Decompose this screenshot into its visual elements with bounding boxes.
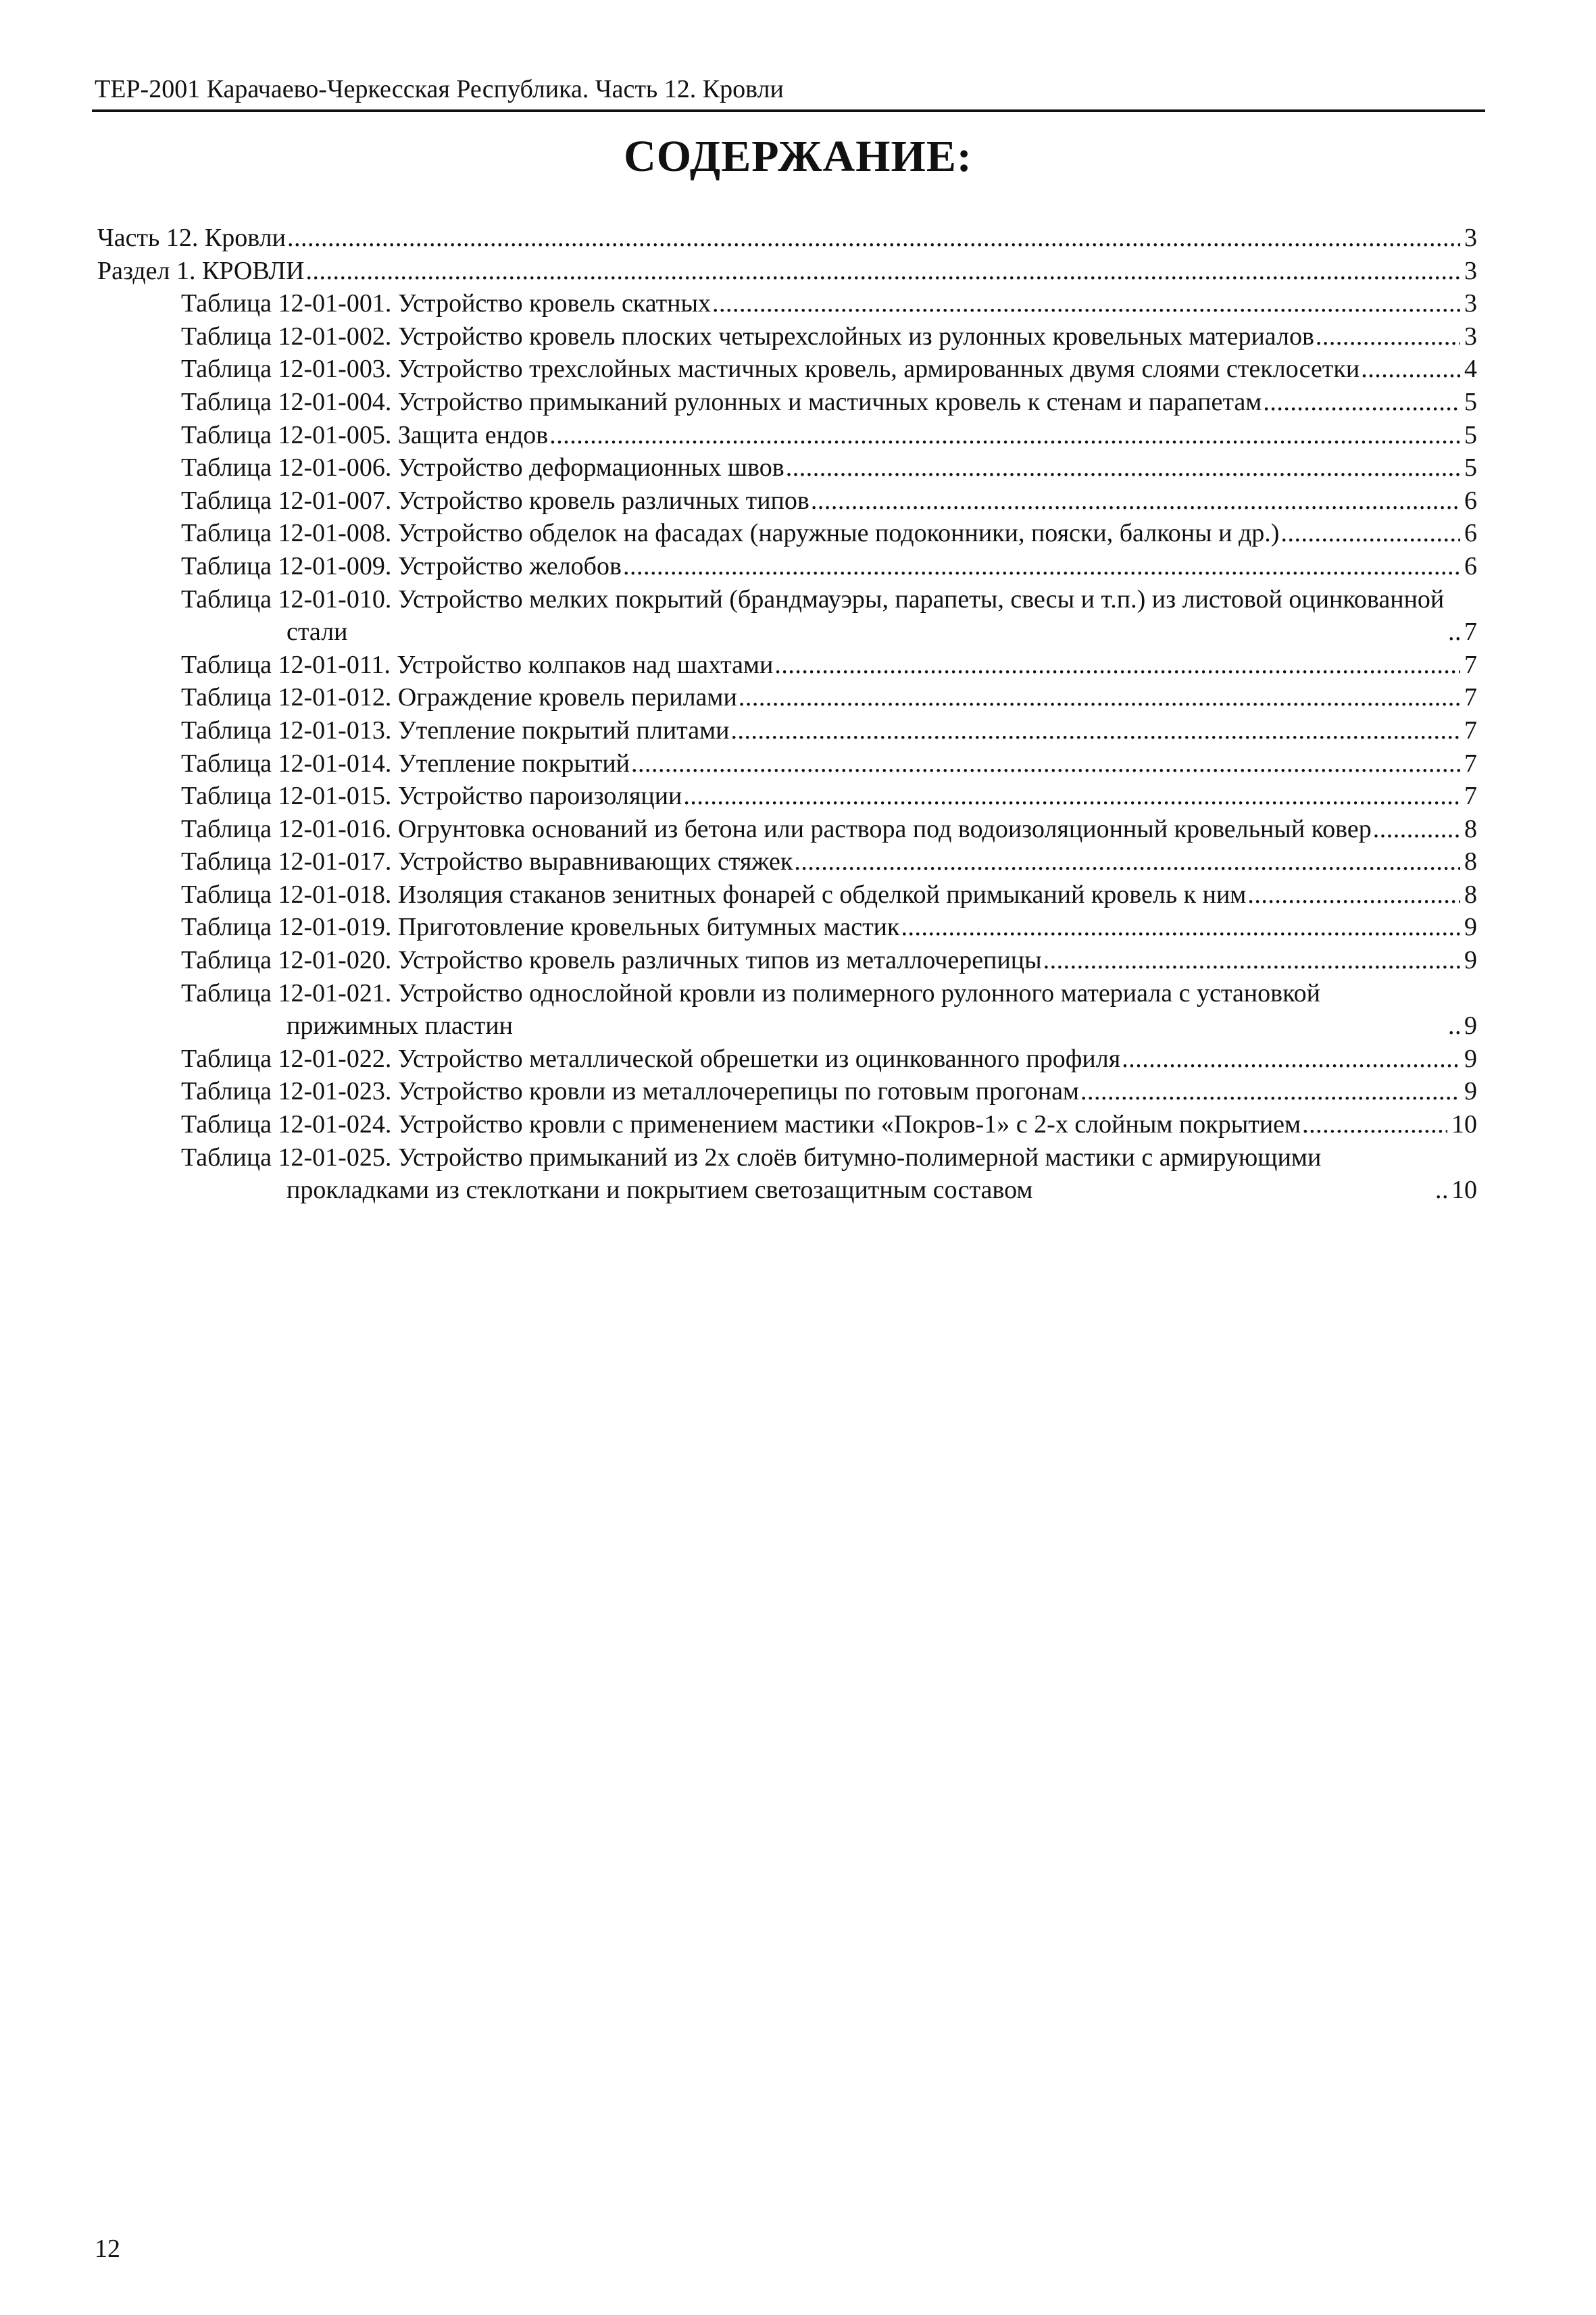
toc-entry[interactable] bbox=[97, 649, 1477, 682]
toc-entry-page: 7 bbox=[1464, 618, 1477, 647]
toc-entry-title: Таблица 12-01-001. Устройство кровель скатных bbox=[181, 289, 712, 318]
dot-leader bbox=[1042, 944, 1460, 977]
toc-entry[interactable] bbox=[97, 419, 1477, 452]
dot-leader bbox=[682, 780, 1460, 813]
dot-leader bbox=[729, 714, 1460, 747]
toc-entry-title: Таблица 12-01-017. Устройство выравнивающих стяжек bbox=[181, 847, 793, 876]
toc-entry[interactable] bbox=[97, 780, 1477, 813]
dot-leader bbox=[737, 681, 1460, 714]
toc-entry-page: 6 bbox=[1464, 551, 1477, 580]
table-of-contents bbox=[97, 222, 1477, 1207]
toc-entry[interactable] bbox=[97, 320, 1477, 353]
dot-leader bbox=[773, 649, 1460, 682]
dot-leader bbox=[286, 222, 1460, 255]
toc-entry[interactable] bbox=[97, 1043, 1477, 1076]
toc-entry[interactable] bbox=[97, 747, 1477, 780]
toc-entry-page: 7 bbox=[1464, 683, 1477, 712]
toc-entry-page: 7 bbox=[1464, 782, 1477, 811]
toc-entry[interactable] bbox=[97, 451, 1477, 484]
toc-entry-page: 7 bbox=[1464, 749, 1477, 778]
toc-entry-title: Таблица 12-01-007. Устройство кровель различных типов bbox=[181, 486, 809, 515]
dot-leader bbox=[622, 550, 1460, 583]
dot-leader bbox=[305, 255, 1461, 288]
dot-leader bbox=[1079, 1075, 1460, 1108]
toc-entry-title: Таблица 12-01-023. Устройство кровли из металлочерепицы по готовым прогонам bbox=[181, 1077, 1079, 1106]
page-number: 12 bbox=[95, 2235, 120, 2263]
dot-leader bbox=[793, 845, 1460, 878]
page-title: СОДЕРЖАНИЕ: bbox=[624, 132, 972, 181]
toc-entry-title: Часть 12. Кровли bbox=[97, 224, 286, 252]
toc-entry-page: 8 bbox=[1464, 880, 1477, 909]
toc-entry[interactable] bbox=[97, 353, 1477, 386]
dot-leader bbox=[1246, 878, 1460, 912]
toc-entry[interactable] bbox=[97, 583, 1477, 649]
toc-entry-title: Таблица 12-01-006. Устройство деформационных швов bbox=[181, 453, 784, 482]
toc-entry-title: Таблица 12-01-003. Устройство трехслойных мастичных кровель, армированных двумя слоями стеклосетки bbox=[181, 355, 1360, 384]
toc-entry[interactable] bbox=[97, 484, 1477, 518]
toc-entry-page: 9 bbox=[1464, 1044, 1477, 1073]
toc-entry-title: Таблица 12-01-019. Приготовление кровельных битумных мастик bbox=[181, 913, 900, 942]
toc-entry[interactable] bbox=[97, 845, 1477, 878]
toc-entry-page: 10 bbox=[1451, 1176, 1477, 1205]
toc-entry-page: 9 bbox=[1464, 1077, 1477, 1106]
toc-entry-page: 5 bbox=[1464, 420, 1477, 449]
toc-entry-title: Таблица 12-01-013. Утепление покрытий плитами bbox=[181, 716, 730, 745]
toc-entry-title: Таблица 12-01-010. Устройство мелких покрытий (брандмауэры, парапеты, свесы и т.п.) из листовой оцинкованной стали bbox=[181, 584, 1445, 647]
running-header: ТЕР-2001 Карачаево-Черкесская Республика. Часть 12. Кровли bbox=[95, 75, 784, 103]
toc-entry-title: Таблица 12-01-022. Устройство металлической обрешетки из оцинкованного профиля bbox=[181, 1044, 1121, 1073]
toc-entry-title: Таблица 12-01-008. Устройство обделок на фасадах (наружные подоконники, пояски, балконы и др.) bbox=[181, 519, 1280, 548]
toc-entry-page: 5 bbox=[1464, 453, 1477, 482]
toc-entry-page: 7 bbox=[1464, 650, 1477, 679]
toc-entry-page: 3 bbox=[1464, 256, 1477, 285]
dot-leader bbox=[784, 451, 1460, 484]
toc-entry-title: Таблица 12-01-011. Устройство колпаков над шахтами bbox=[181, 650, 774, 679]
toc-entry-page: 5 bbox=[1464, 387, 1477, 416]
toc-entry-page: 8 bbox=[1464, 814, 1477, 843]
toc-entry-title: Раздел 1. КРОВЛИ bbox=[97, 256, 305, 285]
dot-leader bbox=[1447, 616, 1460, 649]
toc-entry[interactable] bbox=[97, 878, 1477, 912]
toc-entry-title: Таблица 12-01-021. Устройство однослойной кровли из полимерного рулонного материала с установкой прижимных пластин bbox=[181, 978, 1320, 1041]
toc-entry-title: Таблица 12-01-005. Защита ендов bbox=[181, 420, 549, 449]
toc-entry[interactable] bbox=[97, 1075, 1477, 1108]
toc-entry-page: 6 bbox=[1464, 519, 1477, 548]
toc-entry-title: Таблица 12-01-014. Утепление покрытий bbox=[181, 749, 630, 778]
dot-leader bbox=[809, 484, 1460, 518]
toc-entry-page: 9 bbox=[1464, 946, 1477, 975]
dot-leader bbox=[1360, 353, 1460, 386]
toc-entry[interactable] bbox=[97, 255, 1477, 288]
toc-entry[interactable] bbox=[97, 222, 1477, 255]
toc-entry-page: 8 bbox=[1464, 847, 1477, 876]
toc-entry[interactable] bbox=[97, 550, 1477, 583]
toc-entry[interactable] bbox=[97, 714, 1477, 747]
dot-leader bbox=[1301, 1108, 1447, 1141]
toc-entry-title: Таблица 12-01-004. Устройство примыканий рулонных и мастичных кровель к стенам и парапетам bbox=[181, 387, 1262, 416]
toc-entry[interactable] bbox=[97, 911, 1477, 944]
toc-entry-page: 7 bbox=[1464, 716, 1477, 745]
dot-leader bbox=[1262, 386, 1460, 419]
toc-entry-title: Таблица 12-01-024. Устройство кровли с применением мастики «Покров-1» с 2-х слойным покрытием bbox=[181, 1110, 1301, 1139]
header-rule bbox=[92, 109, 1485, 112]
dot-leader bbox=[1120, 1043, 1460, 1076]
dot-leader bbox=[1279, 517, 1460, 550]
toc-entry-page: 9 bbox=[1464, 1012, 1477, 1041]
toc-entry[interactable] bbox=[97, 1141, 1477, 1207]
toc-entry-title: Таблица 12-01-025. Устройство примыканий из 2х слоёв битумно-полимерной мастики с армирующими прокладками из стеклоткани и покрытием светозащитным составом bbox=[181, 1143, 1322, 1205]
toc-entry-page: 9 bbox=[1464, 913, 1477, 942]
toc-entry-title: Таблица 12-01-016. Огрунтовка оснований из бетона или раствора под водоизоляционный кровельный ковер bbox=[181, 814, 1372, 843]
toc-entry-page: 4 bbox=[1464, 355, 1477, 384]
toc-entry[interactable] bbox=[97, 681, 1477, 714]
toc-entry[interactable] bbox=[97, 517, 1477, 550]
toc-entry-page: 10 bbox=[1451, 1110, 1477, 1139]
toc-entry-page: 3 bbox=[1464, 322, 1477, 351]
dot-leader bbox=[1447, 1010, 1460, 1043]
toc-entry[interactable] bbox=[97, 977, 1477, 1043]
dot-leader bbox=[711, 287, 1460, 320]
toc-entry[interactable] bbox=[97, 287, 1477, 320]
toc-entry[interactable] bbox=[97, 813, 1477, 846]
toc-entry-title: Таблица 12-01-009. Устройство желобов bbox=[181, 551, 622, 580]
toc-entry-title: Таблица 12-01-018. Изоляция стаканов зенитных фонарей с обделкой примыканий кровель к ним bbox=[181, 880, 1247, 909]
toc-entry-page: 3 bbox=[1464, 224, 1477, 252]
dot-leader bbox=[1372, 813, 1460, 846]
toc-entry-page: 6 bbox=[1464, 486, 1477, 515]
dot-leader bbox=[1434, 1174, 1447, 1207]
toc-entry-title: Таблица 12-01-015. Устройство пароизоляции bbox=[181, 782, 682, 811]
dot-leader bbox=[1314, 320, 1460, 353]
toc-entry-title: Таблица 12-01-020. Устройство кровель различных типов из металлочерепицы bbox=[181, 946, 1042, 975]
toc-entry-title: Таблица 12-01-002. Устройство кровель плоских четырехслойных из рулонных кровельных материалов bbox=[181, 322, 1314, 351]
toc-entry[interactable] bbox=[97, 386, 1477, 419]
toc-entry-page: 3 bbox=[1464, 289, 1477, 318]
dot-leader bbox=[630, 747, 1460, 780]
toc-entry-title: Таблица 12-01-012. Ограждение кровель перилами bbox=[181, 683, 737, 712]
toc-entry[interactable] bbox=[97, 944, 1477, 977]
dot-leader bbox=[548, 419, 1460, 452]
dot-leader bbox=[899, 911, 1460, 944]
toc-entry[interactable] bbox=[97, 1108, 1477, 1141]
